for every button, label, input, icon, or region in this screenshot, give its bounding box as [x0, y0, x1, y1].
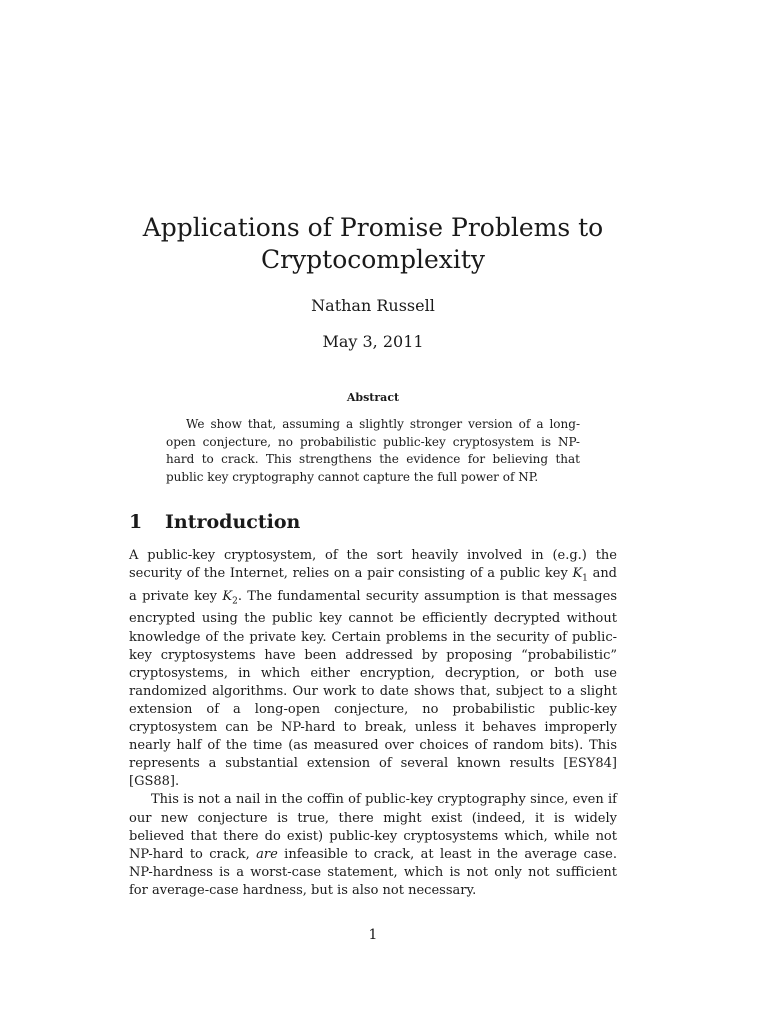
author-name: Nathan Russell — [311, 296, 435, 315]
page-number: 1 — [368, 927, 378, 943]
paragraph-2-part-a: This is not a nail in the coffin of public-key cryptography since, even if our new conjecture is true, there might exist (indeed, it is widely believed that there do exist) public-key cryptosystems which, while not NP-hard to crack, — [129, 792, 617, 862]
paragraph-1-part-c: . The fundamental security assumption is that messages encrypted using the public key cannot be efficiently decrypted without knowledge of the private key. Certain problems in the security of public-key cryptosystems have been addressed by proposing “probabilistic” cryptosystems, in which either encryption, decryption, or both use randomized algorithms. Our work to date shows that, subject to a slight extension of a long-open conjecture, no probabilistic public-key cryptosystem can be NP-hard to break, unless it behaves improperly nearly half of the time (as measured over choices of random bits). This represents a substantial extension of several known results [ESY84] [GS88]. — [129, 588, 617, 790]
emphasis-are: are — [256, 846, 278, 862]
title-line-2: Cryptocomplexity — [260, 245, 486, 274]
paper-title — [0, 212, 746, 276]
abstract-text: We show that, assuming a slightly stronger version of a long-open conjecture, no probabilistic public-key cryptosystem is NP-hard to crack. This strengthens the evidence for believing that public key cryptography cannot capture the full power of NP. — [166, 417, 580, 484]
paragraph-1-part-a: A public-key cryptosystem, of the sort heavily involved in (e.g.) the security of the Internet, relies on a pair consisting of a public key — [129, 548, 617, 582]
paragraph-1 — [129, 547, 617, 791]
section-body — [129, 547, 617, 900]
section-title: Introduction — [165, 511, 301, 533]
abstract-heading: Abstract — [346, 391, 400, 404]
section-number: 1 — [129, 511, 143, 533]
paragraph-1-part-b: and a private key — [129, 566, 618, 604]
math-k1: $K_1$ — [572, 566, 588, 584]
section-heading — [129, 510, 300, 534]
paragraph-2-part-b: infeasible to crack, at least in the average case. NP-hardness is a worst-case statement, which is not only not sufficient for average-case hardness, but is also not necessary. — [129, 846, 618, 898]
title-line-1: Applications of Promise Problems to — [142, 213, 604, 242]
paragraph-2 — [129, 791, 617, 900]
math-k2: $K_2$ — [222, 588, 238, 607]
publication-date: May 3, 2011 — [322, 332, 424, 351]
